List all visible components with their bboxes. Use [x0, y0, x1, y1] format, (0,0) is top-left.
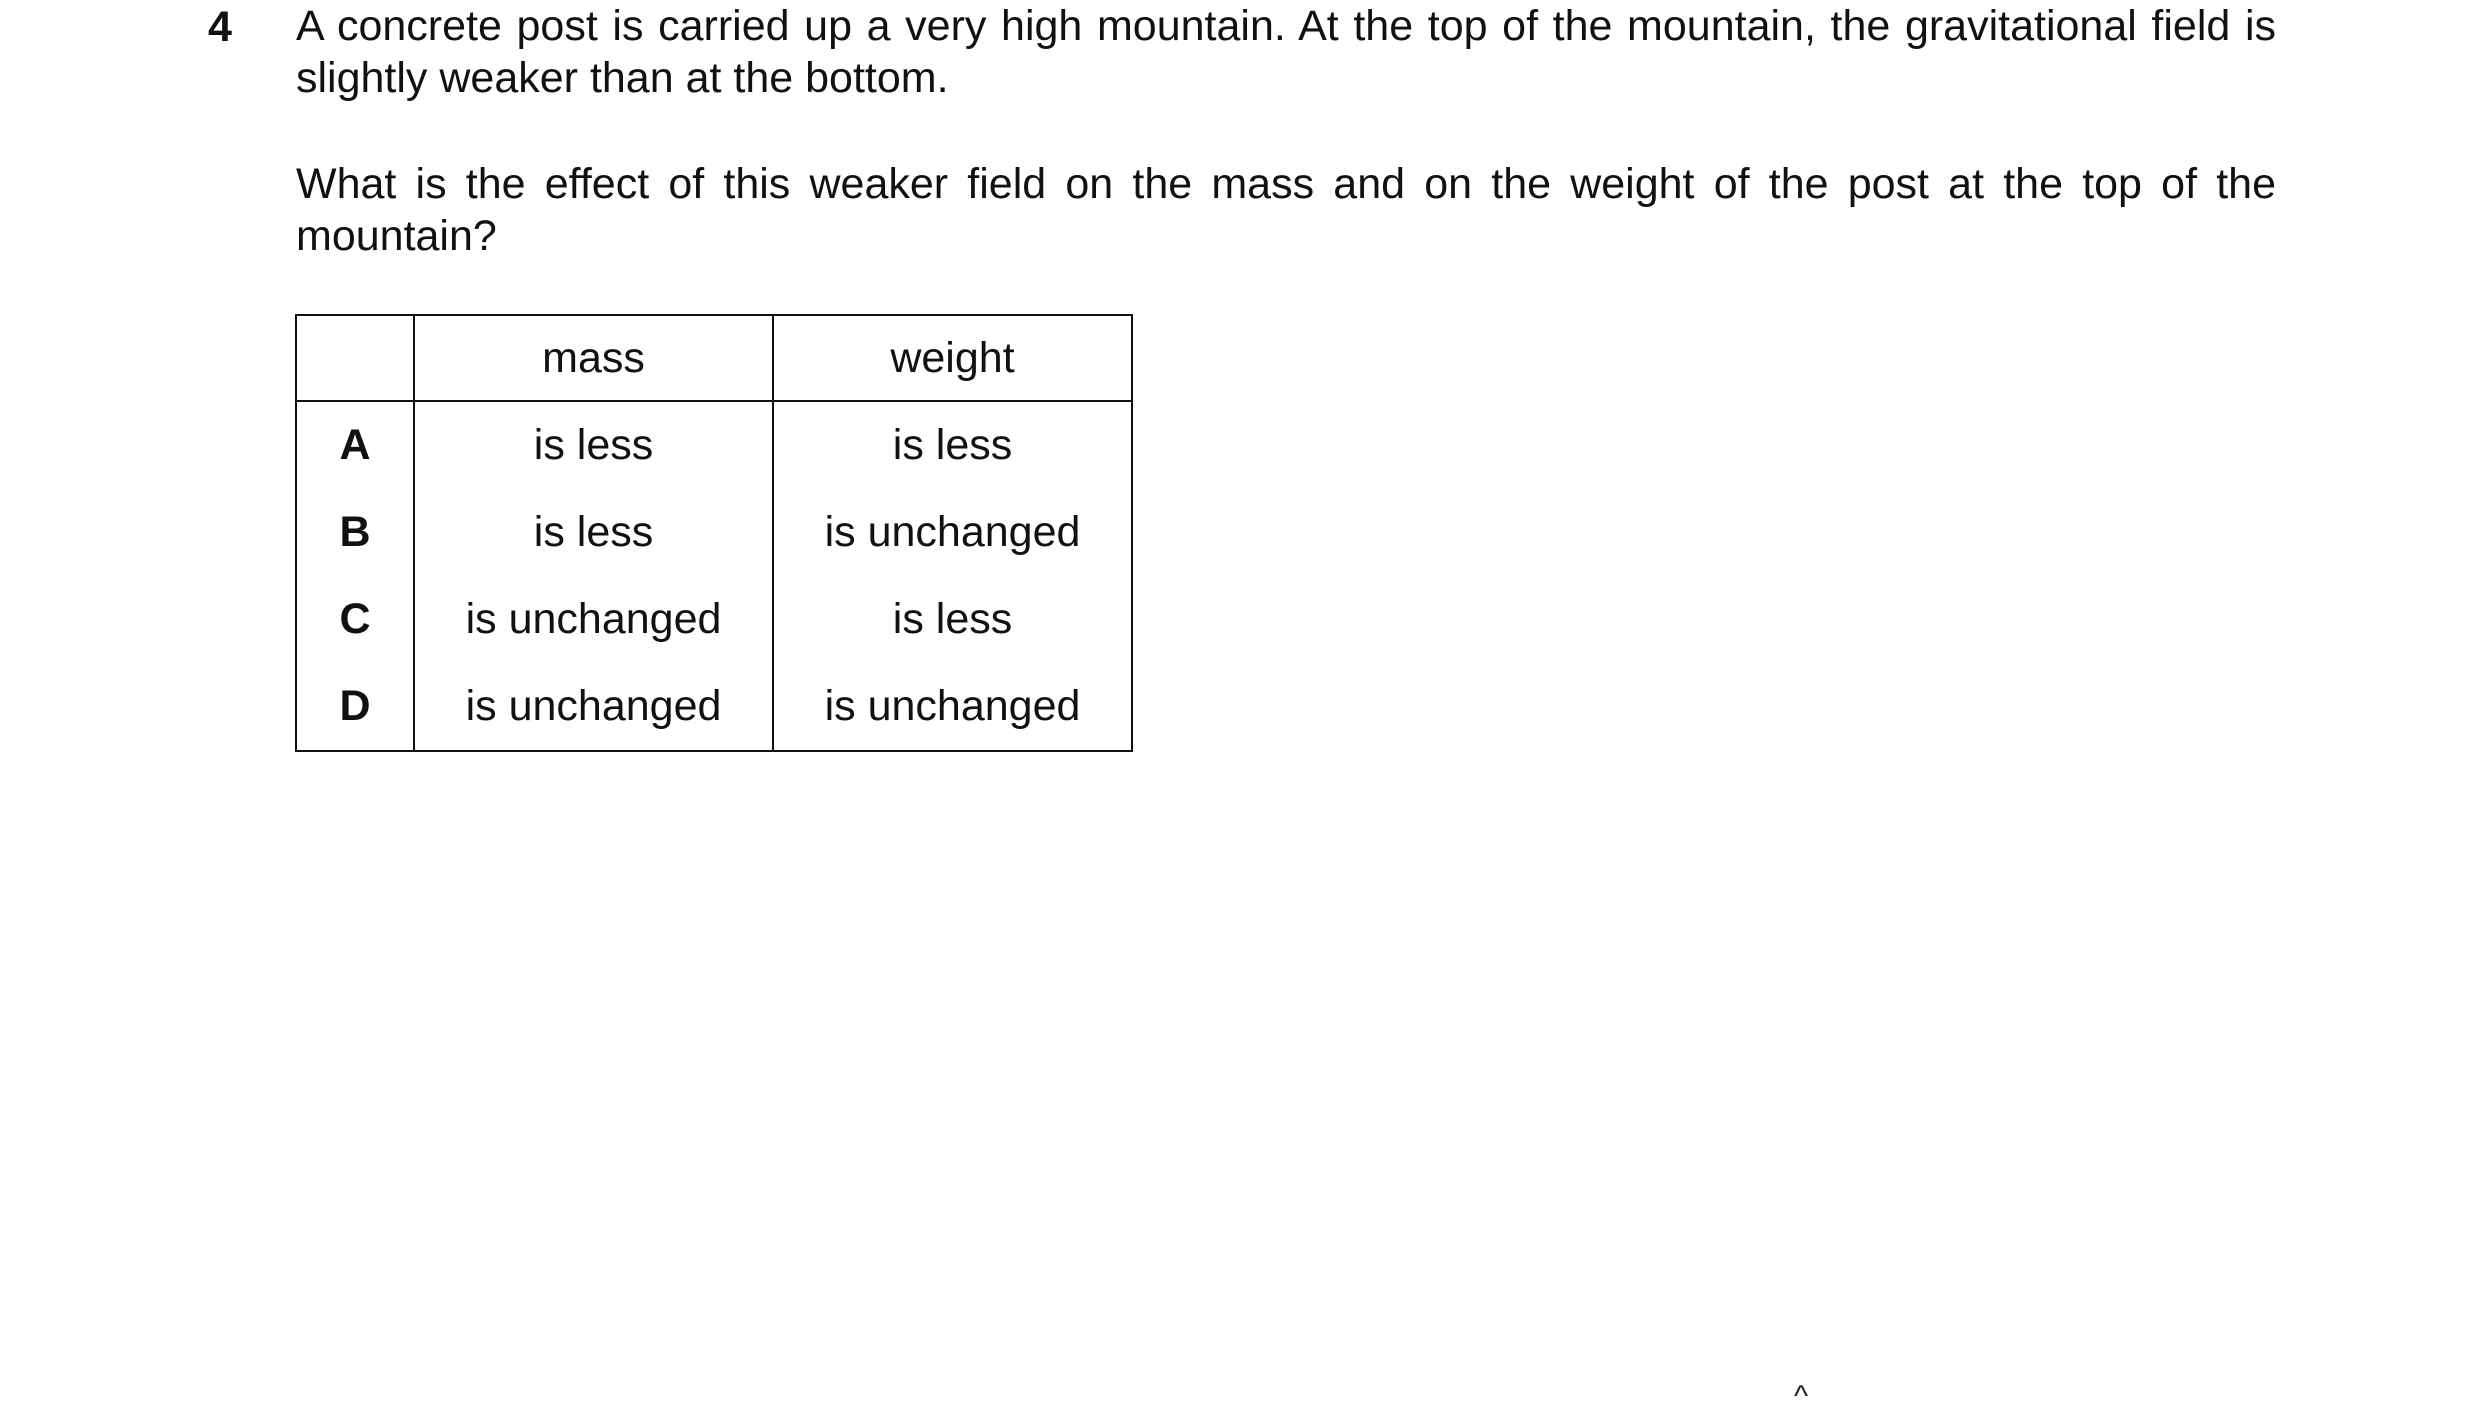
option-letter: D [296, 663, 414, 751]
header-letter [296, 315, 414, 401]
answer-options-table [295, 314, 1133, 752]
option-weight: is unchanged [773, 489, 1132, 576]
table-row-d[interactable] [296, 663, 1132, 751]
header-weight: weight [773, 315, 1132, 401]
table-header-row [296, 315, 1132, 401]
option-weight: is less [773, 576, 1132, 663]
option-mass: is less [414, 401, 773, 489]
option-letter: A [296, 401, 414, 489]
question-stem: A concrete post is carried up a very high mountain. At the top of the mountain, the gravitational field is slightly weaker than at the bottom. [296, 2, 2276, 102]
table-row-a[interactable] [296, 401, 1132, 489]
option-weight: is less [773, 401, 1132, 489]
question-number: 4 [208, 3, 232, 51]
table-row-c[interactable] [296, 576, 1132, 663]
option-weight: is unchanged [773, 663, 1132, 751]
option-letter: C [296, 576, 414, 663]
table-row-b[interactable] [296, 489, 1132, 576]
option-mass: is less [414, 489, 773, 576]
option-mass: is unchanged [414, 576, 773, 663]
option-mass: is unchanged [414, 663, 773, 751]
question-prompt: What is the effect of this weaker field on the mass and on the weight of the post at the top of the mountain? [296, 160, 2276, 260]
page-edge-mark: ^ [1794, 1380, 1809, 1413]
option-letter: B [296, 489, 414, 576]
header-mass: mass [414, 315, 773, 401]
